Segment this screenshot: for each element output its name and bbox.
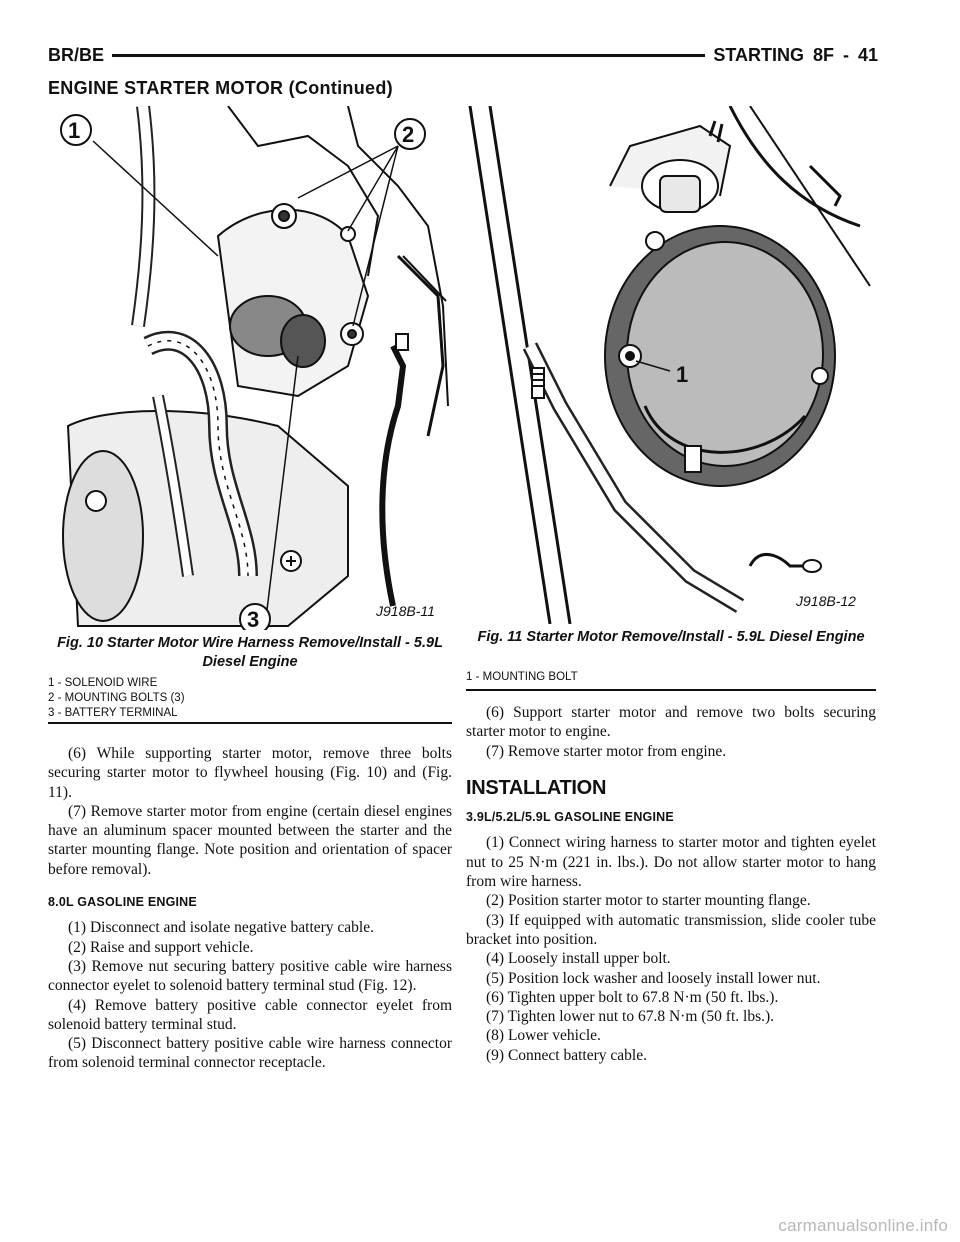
figure-code: J918B-12 (796, 593, 856, 609)
step-paragraph: (8) Lower vehicle. (486, 1027, 601, 1045)
figure-11-caption: Fig. 11 Starter Motor Remove/Install - 5.9L Diesel Engine (477, 629, 865, 645)
step-paragraph: (4) Loosely install upper bolt. (486, 950, 671, 968)
figure-10-illustration (48, 106, 452, 630)
section-heading: INSTALLATION (466, 776, 607, 799)
step-paragraph: (1) Connect wiring harness to starter motor and tighten eyelet nut to 25 N·m (221 in. lbs.). Do not allow starter motor to hang from wire harness. (466, 834, 876, 891)
step-paragraph: (6) Tighten upper bolt to 67.8 N·m (50 ft. lbs.). (486, 988, 779, 1006)
step-paragraph: (9) Connect battery cable. (486, 1046, 647, 1064)
page-header (48, 44, 878, 70)
step-paragraph: (5) Position lock washer and loosely install lower nut. (486, 969, 821, 987)
figure-10-caption: Fig. 10 Starter Motor Wire Harness Remove/Install - 5.9L Diesel Engine (57, 635, 443, 670)
step-paragraph: (2) Raise and support vehicle. (68, 938, 254, 956)
callout-3: 3 (247, 607, 260, 630)
right-text-column (466, 703, 876, 1065)
step-paragraph: (5) Disconnect battery positive cable wire harness connector from solenoid terminal connector receptacle. (48, 1035, 452, 1072)
figure-11-rule (466, 689, 876, 691)
figure-10-rule (48, 722, 452, 724)
step-paragraph: (6) While supporting starter motor, remove three bolts securing starter motor to flywheel housing (Fig. 10) and (Fig. 11). (48, 745, 452, 801)
manual-model-code: BR/BE (48, 44, 112, 66)
watermark: carmanualsonline.info (778, 1216, 948, 1235)
legend-item: 2 - MOUNTING BOLTS (3) (48, 692, 185, 704)
section-page-number: STARTING 8F - 41 (705, 44, 878, 66)
subsection-heading: 3.9L/5.2L/5.9L GASOLINE ENGINE (466, 810, 674, 825)
legend-item: 1 - SOLENOID WIRE (48, 677, 158, 689)
figure-10-legend (48, 676, 185, 721)
step-paragraph: (1) Disconnect and isolate negative battery cable. (68, 919, 374, 937)
step-paragraph: (7) Tighten lower nut to 67.8 N·m (50 ft. lbs.). (486, 1008, 775, 1026)
figure-11-illustration (460, 106, 878, 624)
legend-item: 1 - MOUNTING BOLT (466, 671, 578, 683)
subsection-heading: 8.0L GASOLINE ENGINE (48, 895, 197, 910)
step-paragraph: (7) Remove starter motor from engine (certain diesel engines have an aluminum spacer mounted between the starter and the starter mounting flange. Note position and orientation of spacer before removal). (48, 802, 452, 878)
figure-11-legend (466, 670, 578, 685)
section-title: ENGINE STARTER MOTOR (Continued) (48, 78, 393, 98)
step-paragraph: (7) Remove starter motor from engine. (486, 742, 727, 760)
legend-item: 3 - BATTERY TERMINAL (48, 707, 178, 719)
figure-code: J918B-11 (376, 603, 435, 619)
step-paragraph: (3) If equipped with automatic transmission, slide cooler tube bracket into position. (466, 911, 876, 948)
step-paragraph: (2) Position starter motor to starter mounting flange. (486, 892, 811, 910)
step-paragraph: (4) Remove battery positive cable connector eyelet from solenoid battery terminal stud. (48, 996, 452, 1033)
step-paragraph: (6) Support starter motor and remove two bolts securing starter motor to engine. (466, 704, 876, 741)
left-text-column (48, 744, 452, 1073)
callout-2: 2 (402, 122, 415, 147)
callout-1: 1 (676, 362, 689, 387)
callout-1: 1 (68, 118, 81, 143)
step-paragraph: (3) Remove nut securing battery positive cable wire harness connector eyelet to solenoid battery terminal stud (Fig. 12). (48, 957, 452, 995)
